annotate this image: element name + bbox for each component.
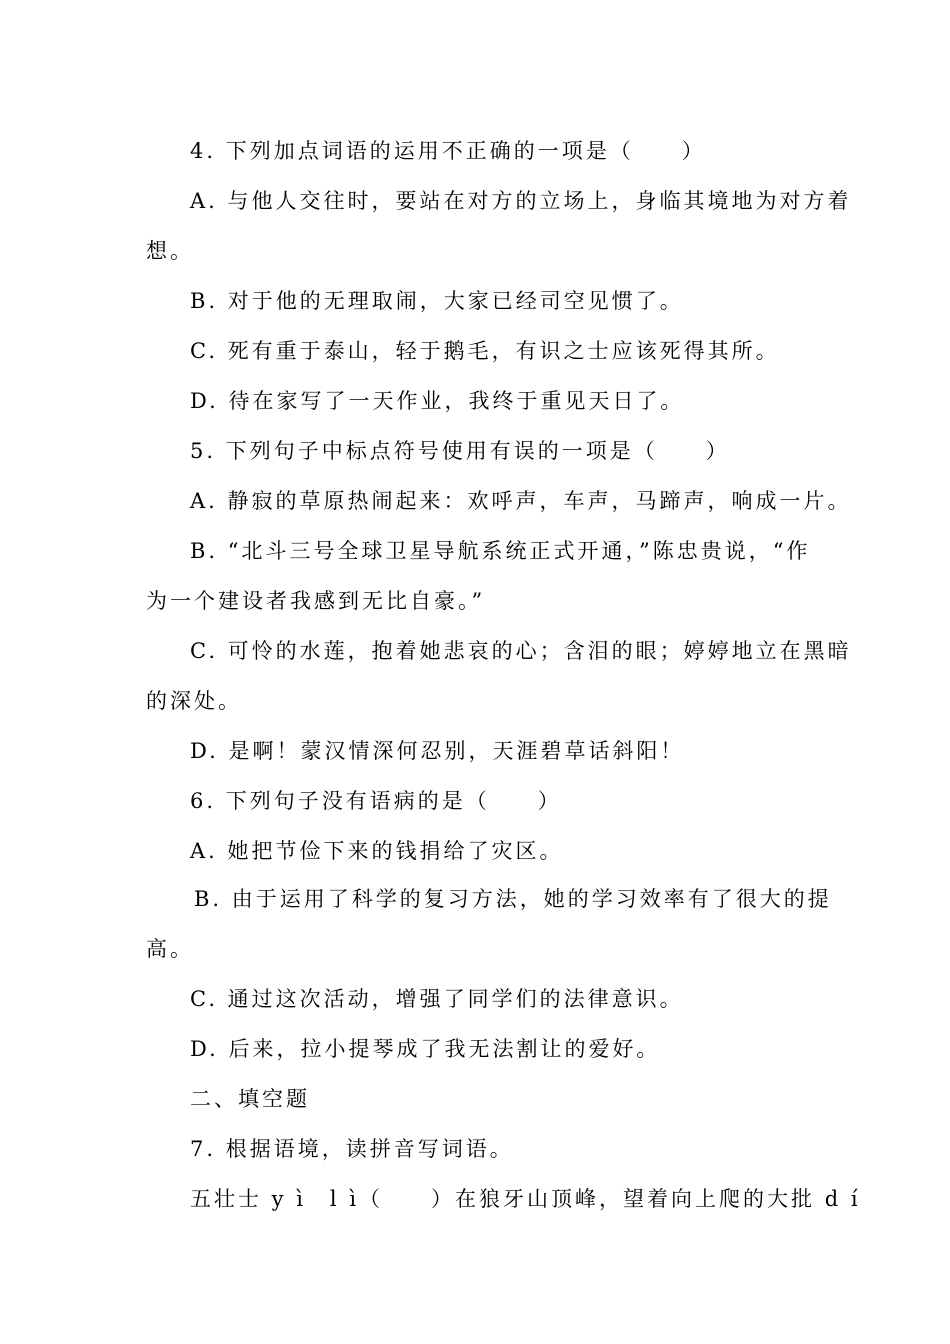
question-5-option-d: D. 是啊！蒙汉情深何忍别，天涯碧草话斜阳！ [190,739,685,763]
question-6-option-b: B. 由于运用了科学的复习方法，她的学习效率有了很大的提 [194,887,832,911]
question-5-option-c-continued: 的深处。 [146,689,242,713]
question-4-stem: 4. 下列加点词语的运用不正确的一项是（ ） [190,139,706,163]
question-4-option-a-continued: 想。 [146,239,194,263]
question-5-option-a: A. 静寂的草原热闹起来：欢呼声，车声，马蹄声，响成一片。 [190,489,852,513]
question-4-option-d: D. 待在家写了一天作业，我终于重见天日了。 [190,389,685,413]
question-4-option-a: A. 与他人交往时，要站在对方的立场上，身临其境地为对方着 [190,189,852,213]
section-2-heading: 二、填空题 [190,1087,310,1111]
question-4-option-b: B. 对于他的无理取闹，大家已经司空见惯了。 [190,289,684,313]
question-7-passage: 五壮士 y ì l ì（ ）在狼牙山顶峰，望着向上爬的大批 d í [190,1187,861,1211]
question-6-option-d: D. 后来，拉小提琴成了我无法割让的爱好。 [190,1037,661,1061]
question-5-option-b: B. “北斗三号全球卫星导航系统正式开通，”陈忠贵说，“作 [190,539,811,563]
question-5-option-c: C. 可怜的水莲，抱着她悲哀的心；含泪的眼；婷婷地立在黑暗 [190,639,852,663]
question-6-stem: 6. 下列句子没有语病的是（ ） [190,789,562,813]
question-5-option-b-continued: 为一个建设者我感到无比自豪。” [146,589,486,613]
question-5-stem: 5. 下列句子中标点符号使用有误的一项是（ ） [190,439,730,463]
question-7-stem: 7. 根据语境，读拼音写词语。 [190,1137,514,1161]
question-6-option-a: A. 她把节俭下来的钱捐给了灾区。 [190,839,564,863]
question-4-option-c: C. 死有重于泰山，轻于鹅毛，有识之士应该死得其所。 [190,339,780,363]
question-6-option-b-continued: 高。 [146,937,194,961]
question-6-option-c: C. 通过这次活动，增强了同学们的法律意识。 [190,987,684,1011]
